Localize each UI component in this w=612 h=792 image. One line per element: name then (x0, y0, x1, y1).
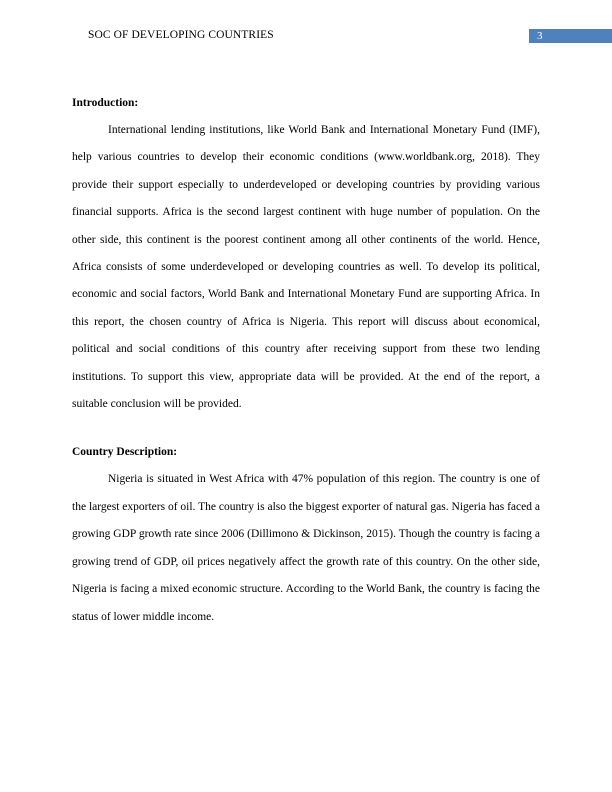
section-gap (72, 418, 540, 443)
section-heading-introduction: Introduction: (72, 97, 139, 109)
running-header: SOC OF DEVELOPING COUNTRIES (88, 29, 274, 41)
document-body (72, 94, 540, 631)
page-number: 3 (529, 29, 612, 43)
section-heading-country-description: Country Description: (72, 446, 178, 459)
country-description-paragraph: Nigeria is situated in West Africa with 47% population of this region. The country is one of the largest exporters of oil. The country is also the biggest exporter of natural gas. Nigeria has faced a growing GDP growth rate since 2006 (Dillimono & Dickinson, 2015). Though the country is facing a growing trend of GDP, oil prices negatively affect the growth rate of this country. On the other side, Nigeria is facing a mixed economic structure. According to the World Bank, the country is facing the status of lower middle income. (72, 473, 540, 623)
introduction-paragraph: International lending institutions, like World Bank and International Monetary Fund (IMF), help various countries to develop their economic conditions (www.worldbank.org, 2018). They provide their support especially to underdeveloped or developing countries by providing various financial supports. Africa is the second largest continent with huge number of population. On the other side, this continent is the poorest continent among all other continents of the world. Hence, Africa consists of some underdeveloped or developing countries as well. To develop its political, economic and social factors, World Bank and International Monetary Fund are supporting Africa. In this report, the chosen country of Africa is Nigeria. This report will discuss about economical, political and social conditions of this country after receiving support from these two lending institutions. To support this view, appropriate data will be provided. At the end of the report, a suitable conclusion will be provided. (72, 124, 540, 411)
